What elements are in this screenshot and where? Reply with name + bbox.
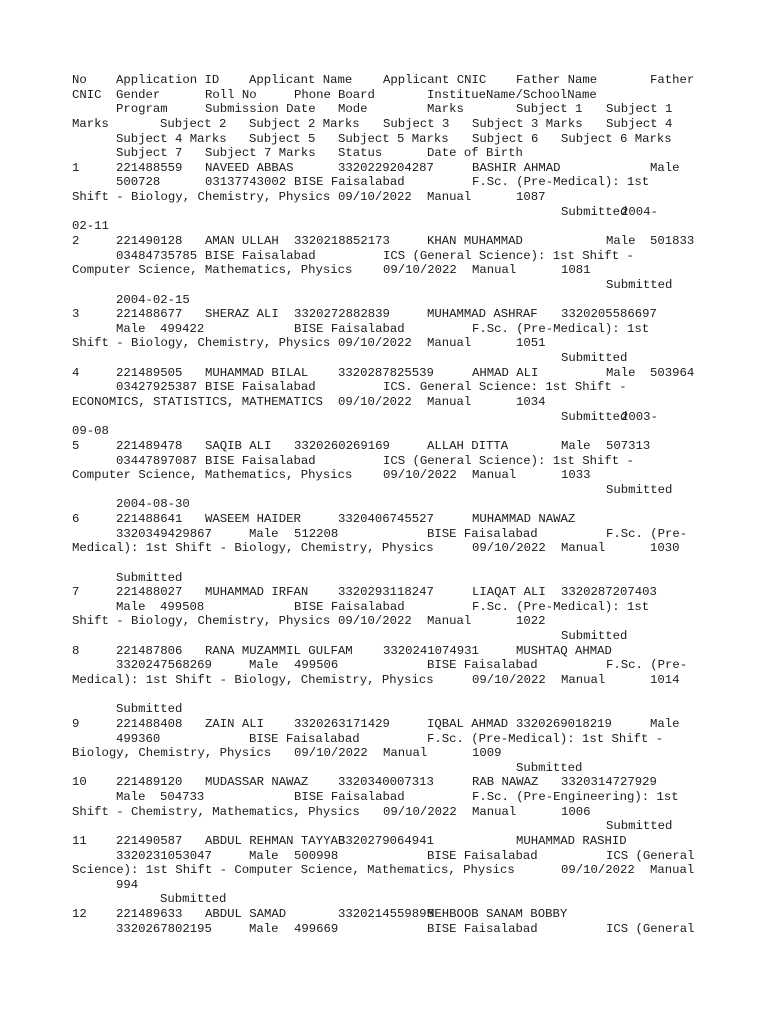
text-fragment: Shift - Biology, Chemistry, Physics [72, 614, 331, 628]
text-fragment: Male [249, 849, 279, 863]
document-line [0, 336, 768, 351]
text-fragment: MUHAMMAD IRFAN [205, 585, 309, 599]
document-line [0, 219, 768, 234]
document-line [0, 293, 768, 308]
text-fragment: Manual [427, 336, 472, 350]
text-fragment: 507313 [606, 439, 651, 453]
text-fragment: Applicant Name [249, 73, 353, 87]
text-fragment: BISE Faisalabad [294, 600, 405, 614]
document-line [0, 351, 768, 366]
text-fragment: 221488677 [116, 307, 183, 321]
text-fragment: Manual [427, 190, 472, 204]
text-fragment: ALLAH DITTA [427, 439, 509, 453]
text-fragment: Male [650, 717, 680, 731]
text-fragment: Subject 1 [516, 102, 583, 116]
text-fragment: 7 [72, 585, 80, 599]
text-fragment: 3320214559895 [338, 907, 434, 921]
text-fragment: 3320263171429 [294, 717, 390, 731]
document-line [0, 424, 768, 439]
text-fragment: 2003- [621, 410, 658, 424]
text-fragment: ABDUL SAMAD [205, 907, 287, 921]
text-fragment: Computer Science, Mathematics, Physics [72, 468, 353, 482]
text-fragment: 3320272882839 [294, 307, 390, 321]
text-fragment: 3320279064941 [338, 834, 434, 848]
document-line [0, 278, 768, 293]
text-fragment: F.Sc. (Pre- [606, 527, 688, 541]
text-fragment: Male [249, 922, 279, 936]
text-fragment: 3320269018219 [516, 717, 612, 731]
text-fragment: 6 [72, 512, 80, 526]
text-fragment: 3320231053047 [116, 849, 212, 863]
text-fragment: Subject 4 [606, 117, 673, 131]
text-fragment: Shift - Biology, Chemistry, Physics [72, 336, 331, 350]
text-fragment: 03447897087 [116, 454, 198, 468]
text-fragment: 221489505 [116, 366, 183, 380]
text-fragment: Board [338, 88, 375, 102]
text-fragment: BISE Faisalabad [205, 249, 316, 263]
text-fragment: Father Name [516, 73, 598, 87]
text-fragment: Subject 6 [472, 132, 539, 146]
text-fragment: F.Sc. (Pre-Medical): 1st Shift - [427, 732, 664, 746]
document-line [0, 878, 768, 893]
document-line [0, 483, 768, 498]
document-line [0, 410, 768, 425]
text-fragment: CNIC [72, 88, 102, 102]
text-fragment: 02-11 [72, 219, 109, 233]
text-fragment: LIAQAT ALI [472, 585, 546, 599]
text-fragment: BISE Faisalabad [294, 175, 405, 189]
text-fragment: Manual [561, 673, 606, 687]
text-fragment: Computer Science, Mathematics, Physics [72, 263, 353, 277]
text-fragment: 3320247568269 [116, 658, 212, 672]
text-fragment: 3320314727929 [561, 775, 657, 789]
text-fragment: 221488408 [116, 717, 183, 731]
text-fragment: 1030 [650, 541, 680, 555]
text-fragment: 5 [72, 439, 80, 453]
text-fragment: 499360 [116, 732, 161, 746]
text-fragment: Shift - Biology, Chemistry, Physics [72, 190, 331, 204]
text-fragment: 11 [72, 834, 87, 848]
text-fragment: Phone [294, 88, 331, 102]
text-fragment: 09/10/2022 [561, 863, 635, 877]
text-fragment: ZAIN ALI [205, 717, 265, 731]
text-fragment: Biology, Chemistry, Physics [72, 746, 272, 760]
text-fragment: F.Sc. (Pre-Medical): 1st [472, 175, 650, 189]
document-line [0, 146, 768, 161]
text-fragment: 3320406745527 [338, 512, 434, 526]
text-fragment: Subject 4 Marks [116, 132, 227, 146]
text-fragment: MUHAMMAD NAWAZ [472, 512, 576, 526]
document-line [0, 395, 768, 410]
text-fragment: Marks [427, 102, 464, 116]
text-fragment: Manual [383, 746, 428, 760]
text-fragment: 221488641 [116, 512, 183, 526]
document-line [0, 849, 768, 864]
document-line [0, 380, 768, 395]
document-line [0, 585, 768, 600]
text-fragment: MEHBOOB SANAM BOBBY [427, 907, 568, 921]
text-fragment: ABDUL REHMAN TAYYAB [205, 834, 346, 848]
text-fragment: MUHAMMAD BILAL [205, 366, 309, 380]
text-fragment: Submitted [516, 761, 583, 775]
text-fragment: ECONOMICS, STATISTICS, MATHEMATICS [72, 395, 323, 409]
document-line [0, 439, 768, 454]
text-fragment: ICS (General Science): 1st Shift - [383, 249, 634, 263]
text-fragment: Subject 2 [160, 117, 227, 131]
text-fragment: 221490587 [116, 834, 183, 848]
text-fragment: BASHIR AHMAD [472, 161, 561, 175]
text-fragment: 3 [72, 307, 80, 321]
document-line [0, 132, 768, 147]
text-fragment: Mode [338, 102, 368, 116]
document-line [0, 863, 768, 878]
document-line [0, 702, 768, 717]
text-fragment: 1006 [561, 805, 591, 819]
text-fragment: ICS (General [606, 849, 695, 863]
text-fragment: Gender [116, 88, 161, 102]
text-fragment: 09/10/2022 [472, 541, 546, 555]
text-fragment: 03427925387 [116, 380, 198, 394]
text-fragment: 500728 [116, 175, 161, 189]
text-fragment: 09/10/2022 [383, 263, 457, 277]
text-fragment: 1087 [516, 190, 546, 204]
document-line [0, 732, 768, 747]
document-line [0, 834, 768, 849]
document-line [0, 102, 768, 117]
text-fragment: 3320218852173 [294, 234, 390, 248]
text-fragment: Manual [427, 395, 472, 409]
document-line [0, 205, 768, 220]
text-fragment: 3320293118247 [338, 585, 434, 599]
text-fragment: 09/10/2022 [294, 746, 368, 760]
document-line [0, 790, 768, 805]
text-fragment: Male [249, 527, 279, 541]
text-fragment: Male [650, 161, 680, 175]
text-fragment: WASEEM HAIDER [205, 512, 301, 526]
text-fragment: Submitted [116, 571, 183, 585]
text-fragment: 500998 [294, 849, 339, 863]
text-fragment: 221487806 [116, 644, 183, 658]
text-fragment: F.Sc. (Pre-Medical): 1st [472, 600, 650, 614]
document-line [0, 263, 768, 278]
text-fragment: 499669 [294, 922, 339, 936]
text-fragment: 1033 [561, 468, 591, 482]
text-fragment: F.Sc. (Pre-Engineering): 1st [472, 790, 679, 804]
text-fragment: F.Sc. (Pre-Medical): 1st [472, 322, 650, 336]
text-fragment: Subject 3 Marks [472, 117, 583, 131]
document-line [0, 688, 768, 703]
text-fragment: 09/10/2022 [383, 468, 457, 482]
text-fragment: RANA MUZAMMIL GULFAM [205, 644, 353, 658]
text-fragment: 2 [72, 234, 80, 248]
text-fragment: 503964 [650, 366, 695, 380]
text-fragment: 2004-02-15 [116, 293, 190, 307]
document-line [0, 117, 768, 132]
text-fragment: SAQIB ALI [205, 439, 272, 453]
text-fragment: 09/10/2022 [338, 190, 412, 204]
text-fragment: AHMAD ALI [472, 366, 539, 380]
text-fragment: NAVEED ABBAS [205, 161, 294, 175]
document-line [0, 322, 768, 337]
document-line [0, 512, 768, 527]
text-fragment: Science): 1st Shift - Computer Science, Mathematics, Physics [72, 863, 515, 877]
text-fragment: 1 [72, 161, 80, 175]
text-fragment: 221488027 [116, 585, 183, 599]
text-fragment: BISE Faisalabad [427, 527, 538, 541]
document-line [0, 673, 768, 688]
text-fragment: BISE Faisalabad [205, 380, 316, 394]
text-fragment: 221490128 [116, 234, 183, 248]
text-fragment: InstitueName/SchoolName [427, 88, 597, 102]
text-fragment: Submitted [160, 892, 227, 906]
text-fragment: KHAN MUHAMMAD [427, 234, 523, 248]
text-fragment: 09/10/2022 [338, 336, 412, 350]
text-fragment: Date of Birth [427, 146, 523, 160]
text-fragment: BISE Faisalabad [294, 790, 405, 804]
text-fragment: Male [561, 439, 591, 453]
document-line [0, 175, 768, 190]
text-fragment: MUDASSAR NAWAZ [205, 775, 309, 789]
document-line [0, 73, 768, 88]
text-fragment: 3320205586697 [561, 307, 657, 321]
text-fragment: 3320340007313 [338, 775, 434, 789]
text-fragment: 3320267802195 [116, 922, 212, 936]
text-fragment: Manual [472, 805, 517, 819]
text-fragment: BISE Faisalabad [205, 454, 316, 468]
text-fragment: Submitted [606, 278, 673, 292]
text-fragment: Submitted [561, 410, 628, 424]
text-fragment: Application ID [116, 73, 220, 87]
text-fragment: Subject 7 Marks [205, 146, 316, 160]
text-fragment: Subject 7 [116, 146, 183, 160]
text-fragment: AMAN ULLAH [205, 234, 279, 248]
document-line [0, 556, 768, 571]
document-line [0, 571, 768, 586]
document-line [0, 454, 768, 469]
text-fragment: Manual [650, 863, 695, 877]
document-line [0, 600, 768, 615]
document-line [0, 746, 768, 761]
text-fragment: MUSHTAQ AHMAD [516, 644, 612, 658]
text-fragment: 3320287825539 [338, 366, 434, 380]
document-line [0, 366, 768, 381]
text-fragment: RAB NAWAZ [472, 775, 539, 789]
text-fragment: Manual [472, 468, 517, 482]
document-line [0, 644, 768, 659]
text-fragment: 1034 [516, 395, 546, 409]
text-fragment: 1022 [516, 614, 546, 628]
document-line [0, 88, 768, 103]
text-fragment: 499506 [294, 658, 339, 672]
text-fragment: 9 [72, 717, 80, 731]
document-line [0, 497, 768, 512]
text-fragment: 221489633 [116, 907, 183, 921]
text-fragment: 1051 [516, 336, 546, 350]
text-fragment: Medical): 1st Shift - Biology, Chemistry, Physics [72, 673, 434, 687]
text-fragment: 09/10/2022 [338, 395, 412, 409]
document-line [0, 658, 768, 673]
text-fragment: Subject 3 [383, 117, 450, 131]
document-line [0, 614, 768, 629]
text-fragment: Subject 5 Marks [338, 132, 449, 146]
text-fragment: 1081 [561, 263, 591, 277]
text-fragment: 09/10/2022 [338, 614, 412, 628]
document-line [0, 527, 768, 542]
text-fragment: 504733 [160, 790, 205, 804]
text-fragment: Shift - Chemistry, Mathematics, Physics [72, 805, 360, 819]
document-line [0, 307, 768, 322]
text-fragment: Submitted [561, 351, 628, 365]
text-fragment: Medical): 1st Shift - Biology, Chemistry, Physics [72, 541, 434, 555]
text-fragment: Status [338, 146, 383, 160]
text-fragment: 1009 [472, 746, 502, 760]
text-fragment: 499508 [160, 600, 205, 614]
document-line [0, 805, 768, 820]
text-fragment: 2004-08-30 [116, 497, 190, 511]
document-line [0, 761, 768, 776]
text-fragment: 512208 [294, 527, 339, 541]
text-fragment: 8 [72, 644, 80, 658]
text-fragment: 3320349429867 [116, 527, 212, 541]
text-fragment: 3320241074931 [383, 644, 479, 658]
document-line [0, 775, 768, 790]
text-fragment: Applicant CNIC [383, 73, 487, 87]
text-fragment: 09/10/2022 [472, 673, 546, 687]
text-fragment: Program [116, 102, 168, 116]
text-fragment: 221489478 [116, 439, 183, 453]
text-fragment: Submitted [116, 702, 183, 716]
text-fragment: 994 [116, 878, 139, 892]
text-fragment: Marks [72, 117, 109, 131]
text-fragment: 499422 [160, 322, 205, 336]
text-fragment: Submitted [561, 629, 628, 643]
document-line [0, 468, 768, 483]
text-fragment: Submission Date [205, 102, 316, 116]
text-fragment: 501833 [650, 234, 695, 248]
text-fragment: Subject 6 Marks [561, 132, 672, 146]
text-fragment: IQBAL AHMAD [427, 717, 509, 731]
document-line [0, 907, 768, 922]
text-fragment: BISE Faisalabad [249, 732, 360, 746]
text-fragment: Subject 2 Marks [249, 117, 360, 131]
text-fragment: 03137743002 [205, 175, 287, 189]
text-fragment: No [72, 73, 87, 87]
text-fragment: Manual [561, 541, 606, 555]
text-fragment: Father [650, 73, 695, 87]
document-line [0, 629, 768, 644]
text-fragment: 12 [72, 907, 87, 921]
text-fragment: Male [249, 658, 279, 672]
text-fragment: Submitted [606, 483, 673, 497]
text-fragment: 10 [72, 775, 87, 789]
text-fragment: BISE Faisalabad [294, 322, 405, 336]
text-fragment: F.Sc. (Pre- [606, 658, 688, 672]
text-fragment: 1014 [650, 673, 680, 687]
document-line [0, 190, 768, 205]
document-line [0, 234, 768, 249]
text-fragment: Male [116, 790, 146, 804]
text-fragment: 3320229204287 [338, 161, 434, 175]
text-fragment: 3320287207403 [561, 585, 657, 599]
text-fragment: 221489120 [116, 775, 183, 789]
text-fragment: MUHAMMAD RASHID [516, 834, 627, 848]
document-line [0, 717, 768, 732]
text-fragment: Submitted [561, 205, 628, 219]
text-fragment: Manual [427, 614, 472, 628]
document-line [0, 892, 768, 907]
text-fragment: ICS (General Science): 1st Shift - [383, 454, 634, 468]
text-fragment: ICS. General Science: 1st Shift - [383, 380, 627, 394]
document-line [0, 249, 768, 264]
text-fragment: Manual [472, 263, 517, 277]
text-fragment: Submitted [606, 819, 673, 833]
text-fragment: Male [606, 234, 636, 248]
text-fragment: MUHAMMAD ASHRAF [427, 307, 538, 321]
text-fragment: 2004- [621, 205, 658, 219]
text-fragment: Male [116, 600, 146, 614]
text-fragment: 09/10/2022 [383, 805, 457, 819]
document-line [0, 922, 768, 937]
document-line [0, 819, 768, 834]
text-fragment: 3320260269169 [294, 439, 390, 453]
text-fragment: ICS (General [606, 922, 695, 936]
text-fragment: 221488559 [116, 161, 183, 175]
text-fragment: Roll No [205, 88, 257, 102]
text-fragment: Male [606, 366, 636, 380]
document-line [0, 161, 768, 176]
text-fragment: BISE Faisalabad [427, 922, 538, 936]
document-line [0, 541, 768, 556]
text-fragment: 03484735785 [116, 249, 198, 263]
text-fragment: 09-08 [72, 424, 109, 438]
text-fragment: SHERAZ ALI [205, 307, 279, 321]
text-fragment: BISE Faisalabad [427, 849, 538, 863]
text-fragment: Subject 1 [606, 102, 673, 116]
text-fragment: Subject 5 [249, 132, 316, 146]
text-fragment: 4 [72, 366, 80, 380]
text-fragment: Male [116, 322, 146, 336]
text-fragment: BISE Faisalabad [427, 658, 538, 672]
